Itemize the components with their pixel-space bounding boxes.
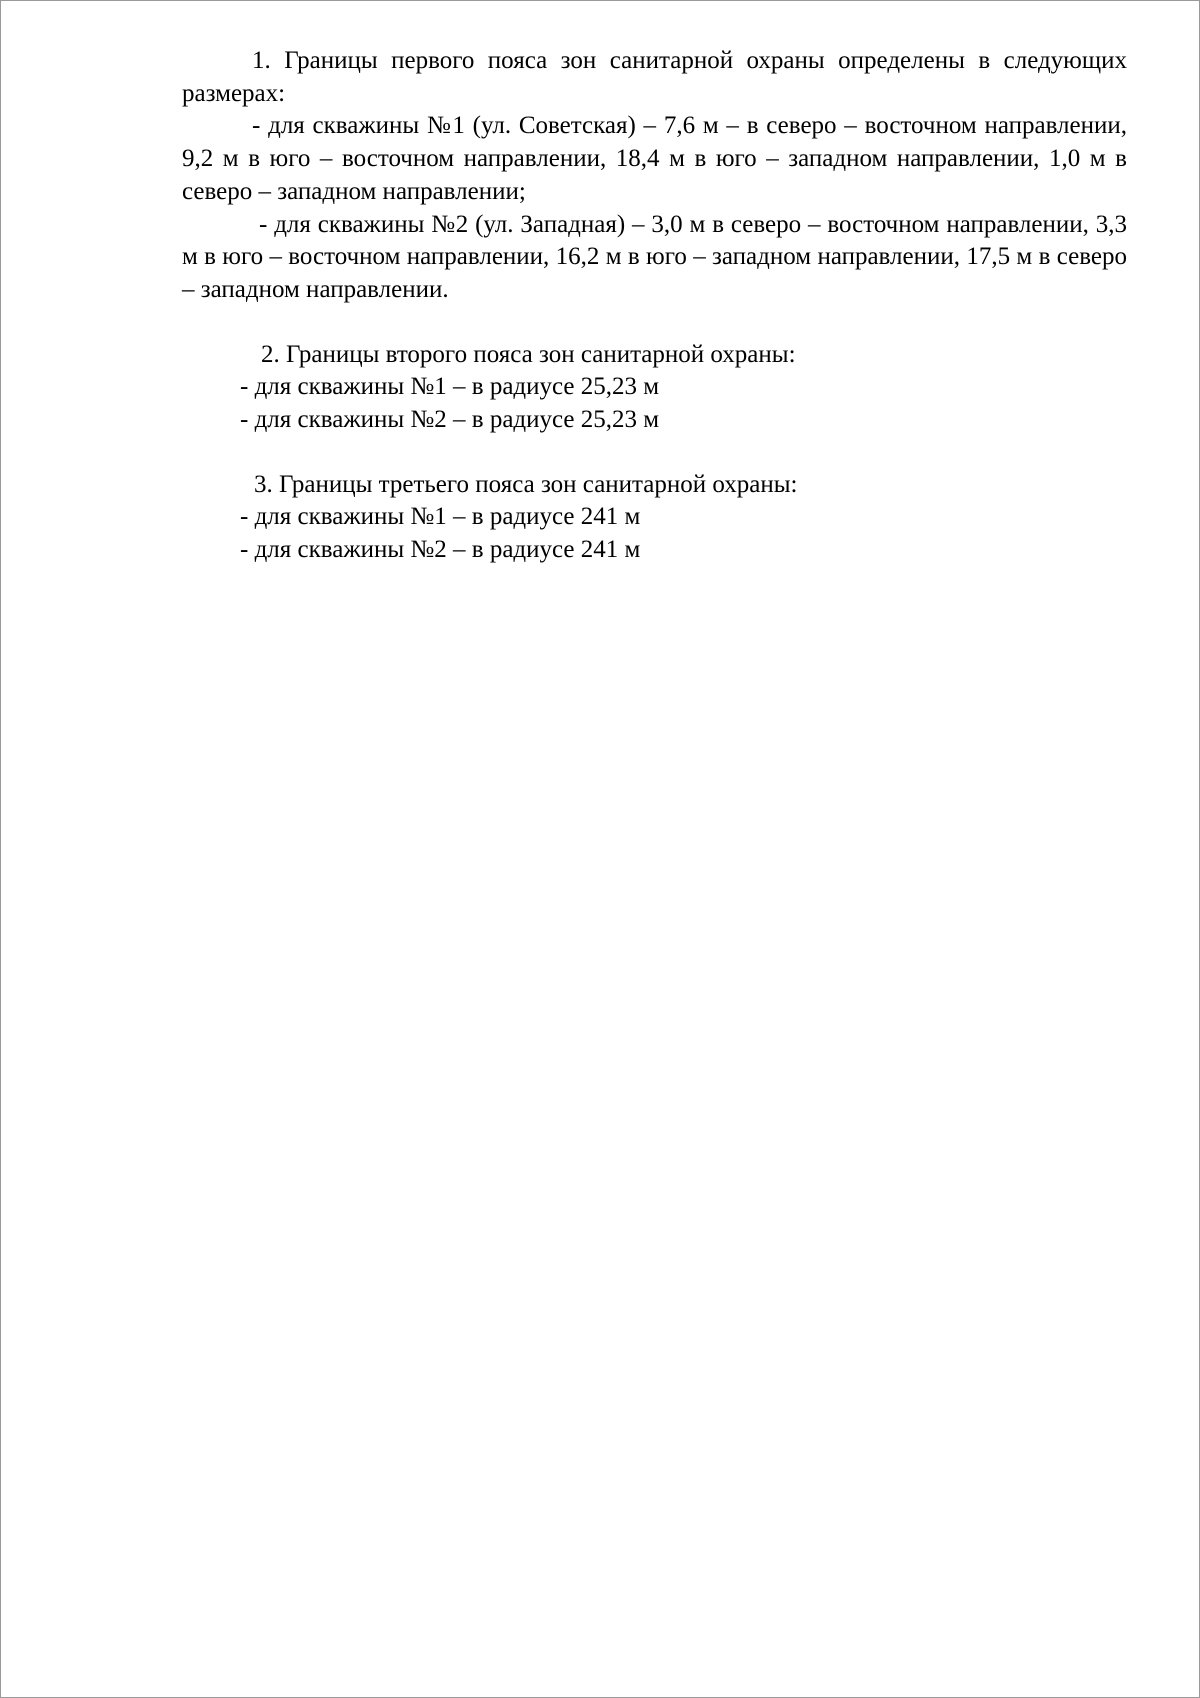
document-body	[182, 45, 1127, 567]
section-third-belt	[182, 469, 1127, 567]
section-first-belt	[182, 45, 1127, 307]
section1-intro: 1. Границы первого пояса зон санитарной охраны определены в следующих размерах:	[182, 47, 1127, 107]
section1-well1: - для скважины №1 (ул. Советская) – 7,6 м – в северо – восточном направлении, 9,2 м в юго – восточном направлении, 18,4 м в юго – западном направлении, 1,0 м в северо – западном направлении;	[182, 112, 1127, 205]
section3-heading: 3. Границы третьего пояса зон санитарной охраны:	[254, 470, 798, 498]
section2-well1: - для скважины №1 – в радиусе 25,23 м	[240, 373, 660, 401]
section3-well1: - для скважины №1 – в радиусе 241 м	[240, 503, 641, 531]
section2-heading: 2. Границы второго пояса зон санитарной охраны:	[261, 340, 796, 368]
section2-well2: - для скважины №2 – в радиусе 25,23 м	[240, 406, 660, 434]
section1-well2: - для скважины №2 (ул. Западная) – 3,0 м в северо – восточном направлении, 3,3 м в юго – восточном направлении, 16,2 м в юго – западном направлении, 17,5 м в северо – западном направлении.	[182, 210, 1127, 303]
section-second-belt	[182, 339, 1127, 437]
section3-well2: - для скважины №2 – в радиусе 241 м	[240, 536, 641, 564]
